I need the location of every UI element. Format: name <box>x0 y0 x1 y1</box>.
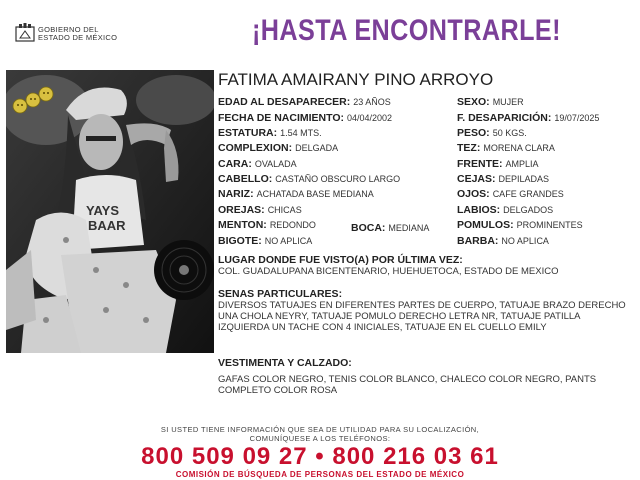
field-menton: MENTON: REDONDO <box>218 219 316 231</box>
field-bigote: BIGOTE: NO APLICA <box>218 235 313 247</box>
logo-line-1: GOBIERNO DEL <box>38 25 99 34</box>
contact-note-line-2: COMUNÍQUESE A LOS TELÉFONOS: <box>249 433 391 443</box>
field-nariz: NARIZ: ACHATADA BASE MEDIANA <box>218 188 374 200</box>
field-tez: TEZ: MORENA CLARA <box>457 142 555 154</box>
field-sexo: SEXO: MUJER <box>457 96 524 108</box>
field-frente: FRENTE: AMPLIA <box>457 158 539 170</box>
government-logo <box>14 22 134 50</box>
commission-name: COMISIÓN DE BÚSQUEDA DE PERSONAS DEL ESTADO DE MÉXICO <box>175 470 465 479</box>
field-edad: EDAD AL DESAPARECER: 23 AÑOS <box>218 96 391 108</box>
field-cabello: CABELLO: CASTAÑO OBSCURO LARGO <box>218 173 401 185</box>
logo-line-2: ESTADO DE MÉXICO <box>38 33 118 42</box>
phone-numbers: 800 509 09 27 • 800 216 03 61 <box>141 443 499 470</box>
field-complexion: COMPLEXION: DELGADA <box>218 142 339 154</box>
svg-text:BAAR: BAAR <box>88 218 126 233</box>
person-name: FATIMA AMAIRANY PINO ARROYO <box>218 70 494 89</box>
contact-note-line-1: SI USTED TIENE INFORMACIÓN QUE SEA DE UTILIDAD PARA SU LOCALIZACIÓN, <box>160 425 480 434</box>
state-crest-icon <box>14 22 36 44</box>
field-cejas: CEJAS: DEPILADAS <box>457 173 550 185</box>
field-labios: LABIOS: DELGADOS <box>457 204 554 216</box>
last-seen-title: LUGAR DONDE FUE VISTO(A) POR ÚLTIMA VEZ: <box>218 254 463 266</box>
field-pomulos: POMULOS: PROMINENTES <box>457 219 583 231</box>
svg-text:YAYS: YAYS <box>86 203 120 218</box>
contact-note <box>0 426 640 443</box>
field-barba: BARBA: NO APLICA <box>457 235 549 247</box>
field-cara: CARA: OVALADA <box>218 158 297 170</box>
field-fecha-desaparicion: F. DESAPARICIÓN: 19/07/2025 <box>457 112 600 124</box>
field-ojos: OJOS: CAFE GRANDES <box>457 188 564 200</box>
person-photo <box>6 70 214 353</box>
field-nacimiento: FECHA DE NACIMIENTO: 04/04/2002 <box>218 112 393 124</box>
field-boca: BOCA: MEDIANA <box>351 222 430 234</box>
field-estatura: ESTATURA: 1.54 MTS. <box>218 127 322 139</box>
headline: ¡HASTA ENCONTRARLE! <box>252 14 561 47</box>
marks-text: DIVERSOS TATUAJES EN DIFERENTES PARTES DE CUERPO, TATUAJE BRAZO DERECHO UNA CHOLA NEYRY, TATUAJE POMULO DERECHO LETRA NR, TATUAJE PATILLA IZQUIERDA UN TACHE CON 4 INICIALES, TATUAJE EN EL CUELLO EMILY <box>218 300 626 333</box>
clothing-text: GAFAS COLOR NEGRO, TENIS COLOR BLANCO, CHALECO COLOR NEGRO, PANTS COMPLETO COLOR ROSA <box>218 374 597 396</box>
field-orejas: OREJAS: CHICAS <box>218 204 302 216</box>
clothing-title: VESTIMENTA Y CALZADO: <box>218 357 352 369</box>
field-peso: PESO: 50 KGS. <box>457 127 527 139</box>
last-seen-text: COL. GUADALUPANA BICENTENARIO, HUEHUETOCA, ESTADO DE MEXICO <box>218 266 559 277</box>
marks-title: SENAS PARTICULARES: <box>218 288 343 300</box>
